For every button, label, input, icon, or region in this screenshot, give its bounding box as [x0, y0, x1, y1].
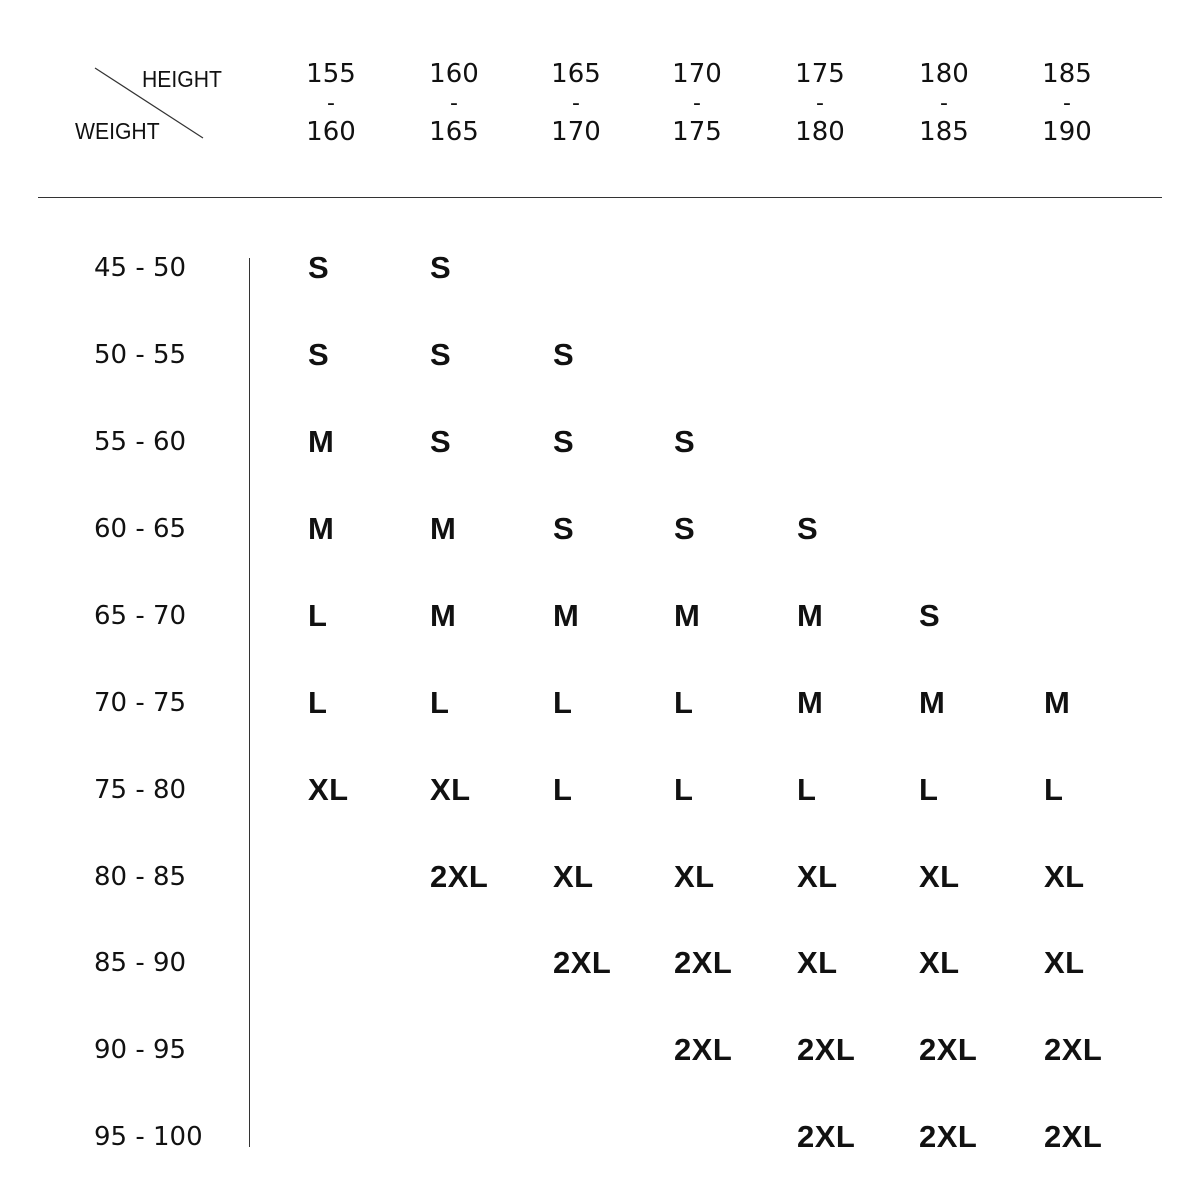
header-divider	[38, 197, 1162, 198]
size-cell: S	[797, 511, 819, 546]
size-cell: 2XL	[919, 1119, 978, 1154]
size-cell: 2XL	[1044, 1119, 1103, 1154]
size-cell: S	[553, 337, 575, 372]
size-cell: L	[430, 685, 450, 720]
height-range-header	[1017, 60, 1117, 147]
weight-range-label: 45 - 50	[94, 253, 187, 283]
size-cell: M	[553, 598, 580, 633]
height-range-to: 175	[672, 117, 722, 147]
size-cell: M	[308, 424, 335, 459]
size-cell: 2XL	[674, 1032, 733, 1067]
size-cell: S	[308, 250, 330, 285]
weight-range-label: 90 - 95	[94, 1035, 187, 1065]
size-cell: XL	[674, 859, 715, 894]
height-range-from: 160	[429, 59, 479, 89]
height-range-from: 175	[795, 59, 845, 89]
height-range-separator: -	[940, 91, 948, 116]
height-range-from: 185	[1042, 59, 1092, 89]
height-range-to: 165	[429, 117, 479, 147]
size-cell: 2XL	[553, 945, 612, 980]
size-cell: S	[553, 424, 575, 459]
size-cell: M	[308, 511, 335, 546]
height-axis-label: HEIGHT	[142, 66, 222, 92]
size-cell: M	[797, 598, 824, 633]
size-cell: 2XL	[674, 945, 733, 980]
size-cell: 2XL	[797, 1032, 856, 1067]
weight-column-divider	[249, 258, 250, 1147]
size-cell: XL	[797, 859, 838, 894]
height-range-from: 180	[919, 59, 969, 89]
weight-range-label: 55 - 60	[94, 427, 187, 457]
size-cell: S	[674, 511, 696, 546]
size-cell: XL	[919, 859, 960, 894]
size-cell: L	[553, 685, 573, 720]
size-cell: M	[919, 685, 946, 720]
size-cell: L	[308, 685, 328, 720]
size-cell: S	[430, 424, 452, 459]
height-range-header	[647, 60, 747, 147]
size-cell: L	[674, 772, 694, 807]
size-cell: XL	[1044, 945, 1085, 980]
height-range-header	[281, 60, 381, 147]
height-range-separator: -	[1063, 91, 1071, 116]
size-cell: M	[1044, 685, 1071, 720]
height-range-from: 155	[306, 59, 356, 89]
size-cell: S	[430, 337, 452, 372]
weight-range-label: 60 - 65	[94, 514, 187, 544]
size-cell: XL	[308, 772, 349, 807]
height-range-separator: -	[816, 91, 824, 116]
height-range-header	[526, 60, 626, 147]
size-cell: L	[919, 772, 939, 807]
size-cell: L	[308, 598, 328, 633]
size-cell: XL	[797, 945, 838, 980]
height-range-separator: -	[693, 91, 701, 116]
size-cell: 2XL	[430, 859, 489, 894]
height-range-from: 170	[672, 59, 722, 89]
weight-range-label: 75 - 80	[94, 775, 187, 805]
height-range-to: 160	[306, 117, 356, 147]
size-cell: S	[674, 424, 696, 459]
size-cell: S	[553, 511, 575, 546]
size-cell: XL	[919, 945, 960, 980]
weight-range-label: 70 - 75	[94, 688, 187, 718]
size-cell: 2XL	[919, 1032, 978, 1067]
size-cell: XL	[1044, 859, 1085, 894]
size-cell: 2XL	[797, 1119, 856, 1154]
size-cell: L	[553, 772, 573, 807]
size-cell: 2XL	[1044, 1032, 1103, 1067]
height-range-to: 185	[919, 117, 969, 147]
size-cell: M	[430, 511, 457, 546]
weight-axis-label: WEIGHT	[75, 118, 160, 144]
height-range-to: 170	[551, 117, 601, 147]
size-cell: XL	[553, 859, 594, 894]
weight-range-label: 50 - 55	[94, 340, 187, 370]
height-range-separator: -	[327, 91, 335, 116]
weight-range-label: 80 - 85	[94, 862, 187, 892]
size-cell: S	[308, 337, 330, 372]
weight-range-label: 65 - 70	[94, 601, 187, 631]
table-corner-header	[70, 60, 230, 150]
height-range-header	[894, 60, 994, 147]
size-cell: M	[674, 598, 701, 633]
size-cell: L	[1044, 772, 1064, 807]
size-cell: M	[797, 685, 824, 720]
height-range-from: 165	[551, 59, 601, 89]
height-range-header	[404, 60, 504, 147]
size-cell: L	[674, 685, 694, 720]
size-cell: XL	[430, 772, 471, 807]
weight-range-label: 95 - 100	[94, 1122, 203, 1152]
height-range-separator: -	[572, 91, 580, 116]
height-range-to: 180	[795, 117, 845, 147]
size-cell: L	[797, 772, 817, 807]
size-cell: S	[919, 598, 941, 633]
weight-range-label: 85 - 90	[94, 948, 187, 978]
size-cell: M	[430, 598, 457, 633]
height-range-header	[770, 60, 870, 147]
size-cell: S	[430, 250, 452, 285]
height-range-separator: -	[450, 91, 458, 116]
height-range-to: 190	[1042, 117, 1092, 147]
